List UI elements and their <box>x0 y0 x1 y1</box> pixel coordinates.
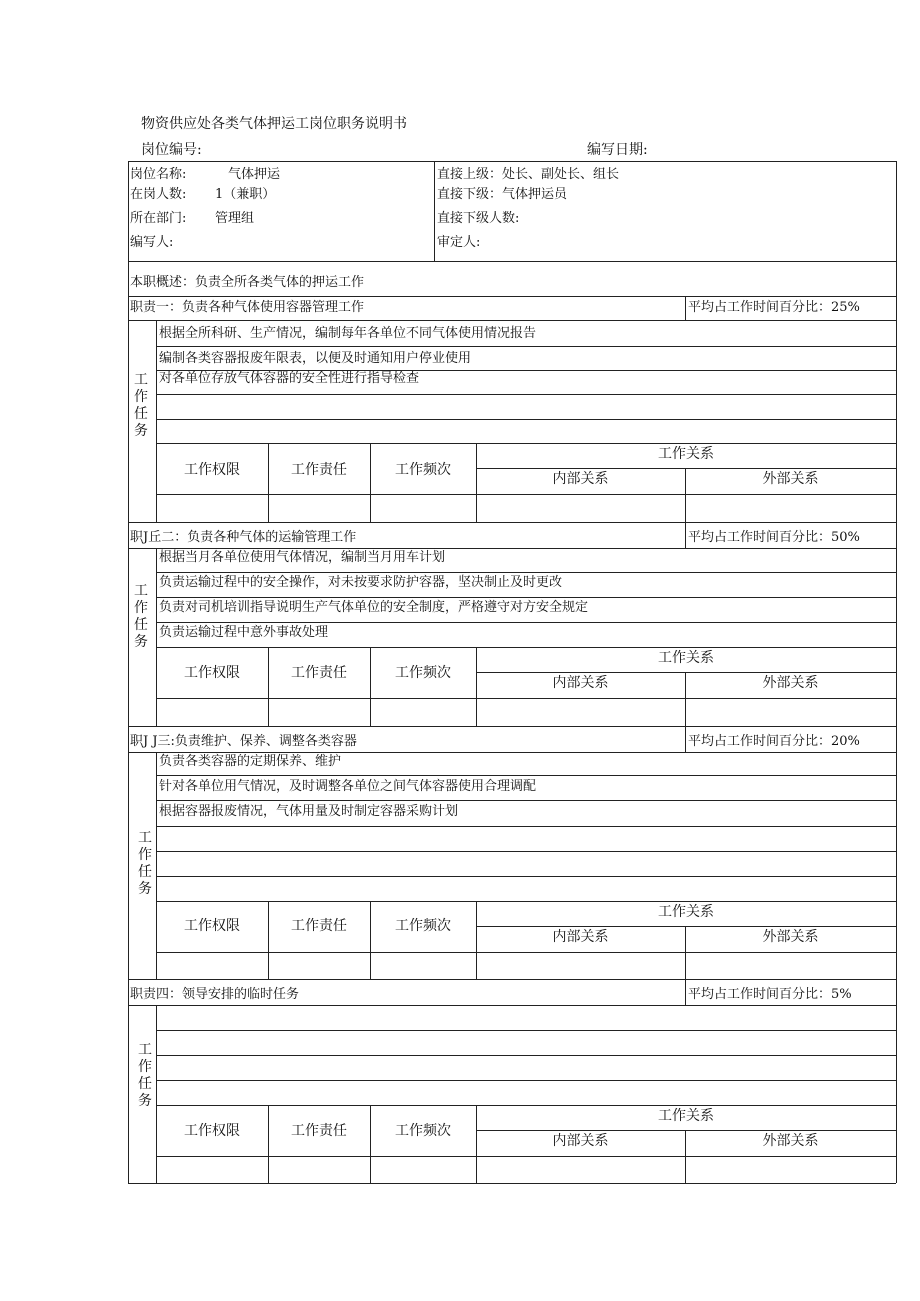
work-tasks-char: 任 <box>134 617 148 633</box>
department-value: 管理组 <box>215 211 255 226</box>
responsibility-header: 工作责任 <box>291 918 347 934</box>
rule <box>268 647 269 726</box>
duty-3-task-1: 负责各类容器的定期保养、维护 <box>159 754 342 769</box>
rule <box>156 876 896 877</box>
rule <box>156 1030 896 1031</box>
work-tasks-label-1 <box>133 372 149 440</box>
relations-header: 工作关系 <box>658 1108 714 1124</box>
work-tasks-char: 作 <box>138 1059 152 1075</box>
rule <box>156 622 896 623</box>
frame-right <box>896 161 897 1183</box>
rule <box>434 161 435 261</box>
rule <box>156 320 157 522</box>
rule <box>156 901 896 902</box>
external-relations-header: 外部关系 <box>762 1133 819 1149</box>
work-tasks-label-4 <box>137 1042 153 1110</box>
work-tasks-char: 任 <box>138 864 152 880</box>
duty-1-task-2: 编制各类容器报废年限表，以便及时通知用户停业使用 <box>159 351 472 366</box>
work-tasks-char: 务 <box>134 423 148 439</box>
write-date-label: 编写日期: <box>587 142 648 158</box>
work-tasks-char: 作 <box>138 847 152 863</box>
rule <box>156 346 896 347</box>
rule <box>128 548 896 549</box>
rule <box>156 647 896 648</box>
work-tasks-char: 务 <box>138 1093 152 1109</box>
rule <box>268 901 269 979</box>
duty-4-title: 职责四：领导安排的临时任务 <box>130 987 300 1002</box>
rule <box>156 548 157 726</box>
duty-2-task-1: 根据当月各单位使用气体情况，编制当月用车计划 <box>159 550 446 565</box>
internal-relations-header: 内部关系 <box>552 675 609 691</box>
rule <box>156 572 896 573</box>
rule <box>128 1183 896 1184</box>
rule <box>370 1105 371 1183</box>
staff-count-label: 在岗人数: <box>130 187 187 202</box>
work-tasks-char: 任 <box>134 406 148 422</box>
internal-relations-header: 内部关系 <box>552 471 609 487</box>
staff-count-value: 1（兼职） <box>215 187 276 202</box>
rule <box>370 443 371 522</box>
rule <box>156 698 896 699</box>
subordinate-count: 直接下级人数: <box>437 211 520 226</box>
duty-2-task-4: 负责运输过程中意外事故处理 <box>159 625 329 640</box>
relations-header: 工作关系 <box>658 446 714 462</box>
rule <box>685 979 686 1005</box>
rule <box>156 800 896 801</box>
frequency-header: 工作频次 <box>395 918 451 934</box>
duty-1-task-3: 对各单位存放气体容器的安全性进行指导检查 <box>159 371 420 386</box>
work-tasks-char: 务 <box>138 881 152 897</box>
work-tasks-char: 工 <box>134 372 148 388</box>
rule <box>476 672 896 673</box>
work-tasks-label-2 <box>133 583 149 651</box>
rule <box>370 901 371 979</box>
relations-header: 工作关系 <box>658 650 714 666</box>
rule <box>156 775 896 776</box>
frame-left <box>128 161 129 1183</box>
duty-3-task-2: 针对各单位用气情况，及时调整各单位之间气体容器使用合理调配 <box>159 779 537 794</box>
duty-2-task-2: 负责运输过程中的安全操作，对未按要求防护容器，坚决制止及时更改 <box>159 575 563 590</box>
rule <box>476 468 896 469</box>
work-tasks-char: 任 <box>138 1076 152 1092</box>
responsibility-header: 工作责任 <box>291 1123 347 1139</box>
duty-1-title: 职责一：负责各种气体使用容器管理工作 <box>130 300 365 315</box>
rule <box>156 494 896 495</box>
relations-header: 工作关系 <box>658 904 714 920</box>
external-relations-header: 外部关系 <box>762 929 819 945</box>
rule <box>156 597 896 598</box>
writer-label: 编写人: <box>130 235 174 250</box>
rule <box>156 826 896 827</box>
work-tasks-char: 作 <box>134 600 148 616</box>
rule <box>128 752 896 753</box>
duty-2-task-3: 负责对司机培训指导说明生产气体单位的安全制度，严格遵守对方安全规定 <box>159 600 589 615</box>
rule <box>156 752 157 979</box>
rule <box>156 1080 896 1081</box>
rule <box>156 1105 896 1106</box>
responsibility-header: 工作责任 <box>291 462 347 478</box>
duty-4-percent: 平均占工作时间百分比：5% <box>688 987 852 1002</box>
rule <box>128 522 896 523</box>
department-label: 所在部门: <box>130 211 187 226</box>
rule <box>685 522 686 548</box>
frequency-header: 工作频次 <box>395 462 451 478</box>
rule <box>476 1130 896 1131</box>
rule <box>128 979 896 980</box>
work-tasks-char: 作 <box>134 389 148 405</box>
direct-subordinate: 直接下级：气体押运员 <box>437 187 568 202</box>
rule <box>128 161 896 162</box>
reviewer-label: 审定人: <box>437 235 481 250</box>
rule <box>476 926 896 927</box>
authority-header: 工作权限 <box>184 1123 240 1139</box>
duty-1-task-1: 根据全所科研、生产情况，编制每年各单位不同气体使用情况报告 <box>159 326 537 341</box>
duty-1-percent: 平均占工作时间百分比：25% <box>688 300 860 315</box>
internal-relations-header: 内部关系 <box>552 929 609 945</box>
rule <box>156 394 896 395</box>
external-relations-header: 外部关系 <box>762 471 819 487</box>
rule <box>128 296 896 297</box>
duty-2-title: 职J丘二：负责各种气体的运输管理工作 <box>130 530 357 545</box>
duty-3-percent: 平均占工作时间百分比：20% <box>688 734 860 749</box>
rule <box>128 1005 896 1006</box>
rule <box>685 726 686 752</box>
rule <box>128 726 896 727</box>
post-number-label: 岗位编号: <box>141 142 202 158</box>
rule <box>128 320 896 321</box>
frequency-header: 工作频次 <box>395 665 451 681</box>
job-overview: 本职概述：负责全所各类气体的押运工作 <box>130 275 365 290</box>
duty-3-title: 职J J三:负责维护、保养、调整各类容器 <box>130 734 357 749</box>
authority-header: 工作权限 <box>184 462 240 478</box>
rule <box>370 647 371 726</box>
rule <box>156 443 896 444</box>
duty-3-task-3: 根据容器报废情况，气体用量及时制定容器采购计划 <box>159 804 459 819</box>
work-tasks-label-3 <box>137 830 153 898</box>
frequency-header: 工作频次 <box>395 1123 451 1139</box>
authority-header: 工作权限 <box>184 665 240 681</box>
rule <box>156 952 896 953</box>
duty-2-percent: 平均占工作时间百分比：50% <box>688 530 860 545</box>
rule <box>685 296 686 320</box>
rule <box>156 1156 896 1157</box>
rule <box>156 851 896 852</box>
authority-header: 工作权限 <box>184 918 240 934</box>
work-tasks-char: 工 <box>138 830 152 846</box>
document-title: 物资供应处各类气体押运工岗位职务说明书 <box>141 116 407 132</box>
work-tasks-char: 工 <box>134 583 148 599</box>
direct-superior: 直接上级：处长、副处长、组长 <box>437 167 620 182</box>
rule <box>268 1105 269 1183</box>
work-tasks-char: 务 <box>134 634 148 650</box>
work-tasks-char: 工 <box>138 1042 152 1058</box>
external-relations-header: 外部关系 <box>762 675 819 691</box>
post-name-value: 气体押运 <box>228 167 281 182</box>
rule <box>268 443 269 522</box>
internal-relations-header: 内部关系 <box>552 1133 609 1149</box>
rule <box>128 261 896 262</box>
post-name-label: 岗位名称: <box>130 167 187 182</box>
rule <box>156 1055 896 1056</box>
rule <box>156 419 896 420</box>
responsibility-header: 工作责任 <box>291 665 347 681</box>
